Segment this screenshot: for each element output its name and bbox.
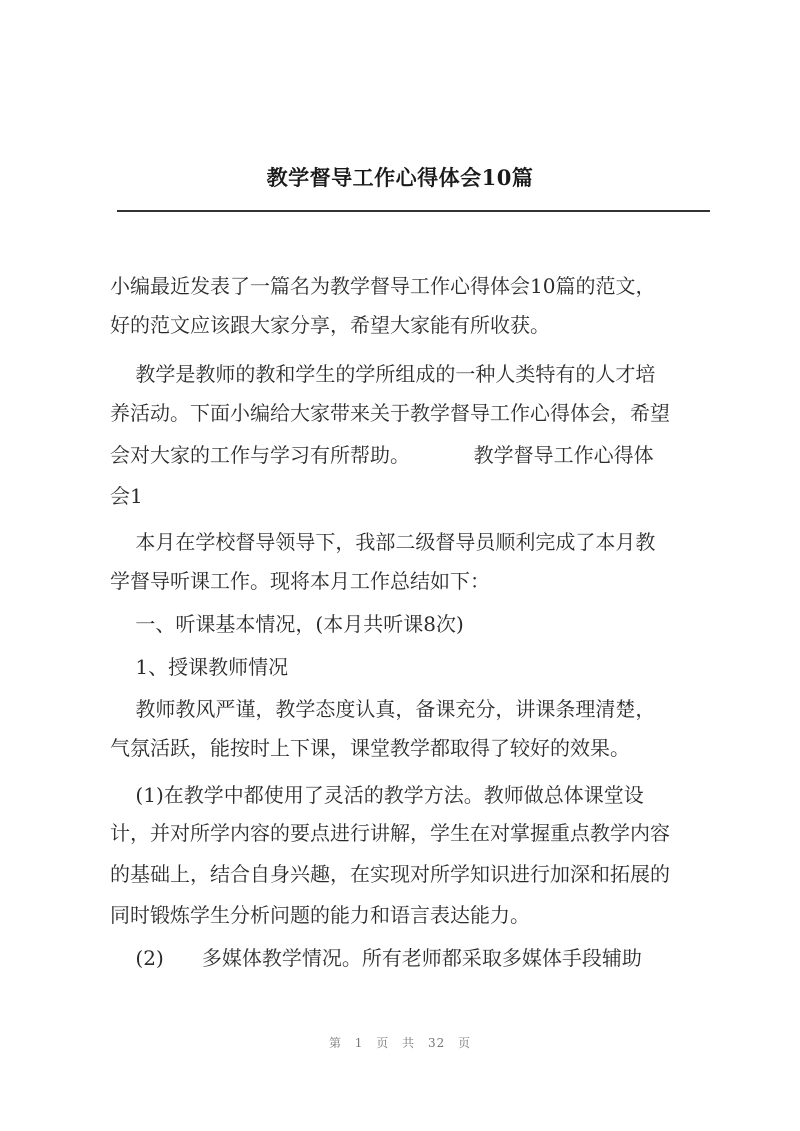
text-line: 1、授课教师情况 bbox=[110, 655, 289, 679]
text-line: 计，并对所学内容的要点进行讲解，学生在对掌握重点教学内容 bbox=[110, 821, 670, 845]
text-line: 教师教风严谨，教学态度认真，备课充分，讲课条理清楚， bbox=[110, 697, 656, 721]
text-line: 教学是教师的教和学生的学所组成的一种人类特有的人才培 bbox=[110, 362, 656, 386]
text-line: 一、听课基本情况，(本月共听课8次) bbox=[110, 612, 464, 636]
text-line: 同时锻炼学生分析问题的能力和语言表达能力。 bbox=[110, 903, 530, 927]
page-number: 1 bbox=[354, 1036, 364, 1050]
text-line: 养活动。下面小编给大家带来关于教学督导工作心得体会，希望 bbox=[110, 401, 670, 425]
text-line: 气氛活跃，能按时上下课，课堂教学都取得了较好的效果。 bbox=[110, 736, 630, 760]
page-title: 教学督导工作心得体会10篇 bbox=[266, 165, 534, 190]
text-line: (2) 多媒体教学情况。所有老师都采取多媒体手段辅助 bbox=[110, 946, 642, 970]
text-line: 本月在学校督导领导下，我部二级督导员顺利完成了本月教 bbox=[110, 530, 656, 554]
page-unit: 页 bbox=[376, 1036, 390, 1050]
text-line: 好的范文应该跟大家分享，希望大家能有所收获。 bbox=[110, 313, 550, 337]
text-line: 会1 bbox=[110, 484, 143, 508]
total-label: 共 bbox=[402, 1036, 416, 1050]
text-line: 会对大家的工作与学习有所帮助。 教学督导工作心得体 bbox=[110, 443, 654, 467]
text-line: 小编最近发表了一篇名为教学督导工作心得体会10篇的范文， bbox=[110, 274, 656, 298]
text-line: 的基础上，结合自身兴趣，在实现对所学知识进行加深和拓展的 bbox=[110, 862, 670, 886]
total-unit: 页 bbox=[458, 1036, 472, 1050]
total-pages: 32 bbox=[427, 1036, 446, 1050]
text-line: (1)在教学中都使用了灵活的教学方法。教师做总体课堂设 bbox=[110, 783, 644, 807]
page-footer bbox=[0, 1034, 800, 1051]
title-divider bbox=[117, 210, 710, 212]
text-line: 学督导听课工作。现将本月工作总结如下： bbox=[110, 569, 490, 593]
page-label: 第 bbox=[328, 1036, 342, 1050]
